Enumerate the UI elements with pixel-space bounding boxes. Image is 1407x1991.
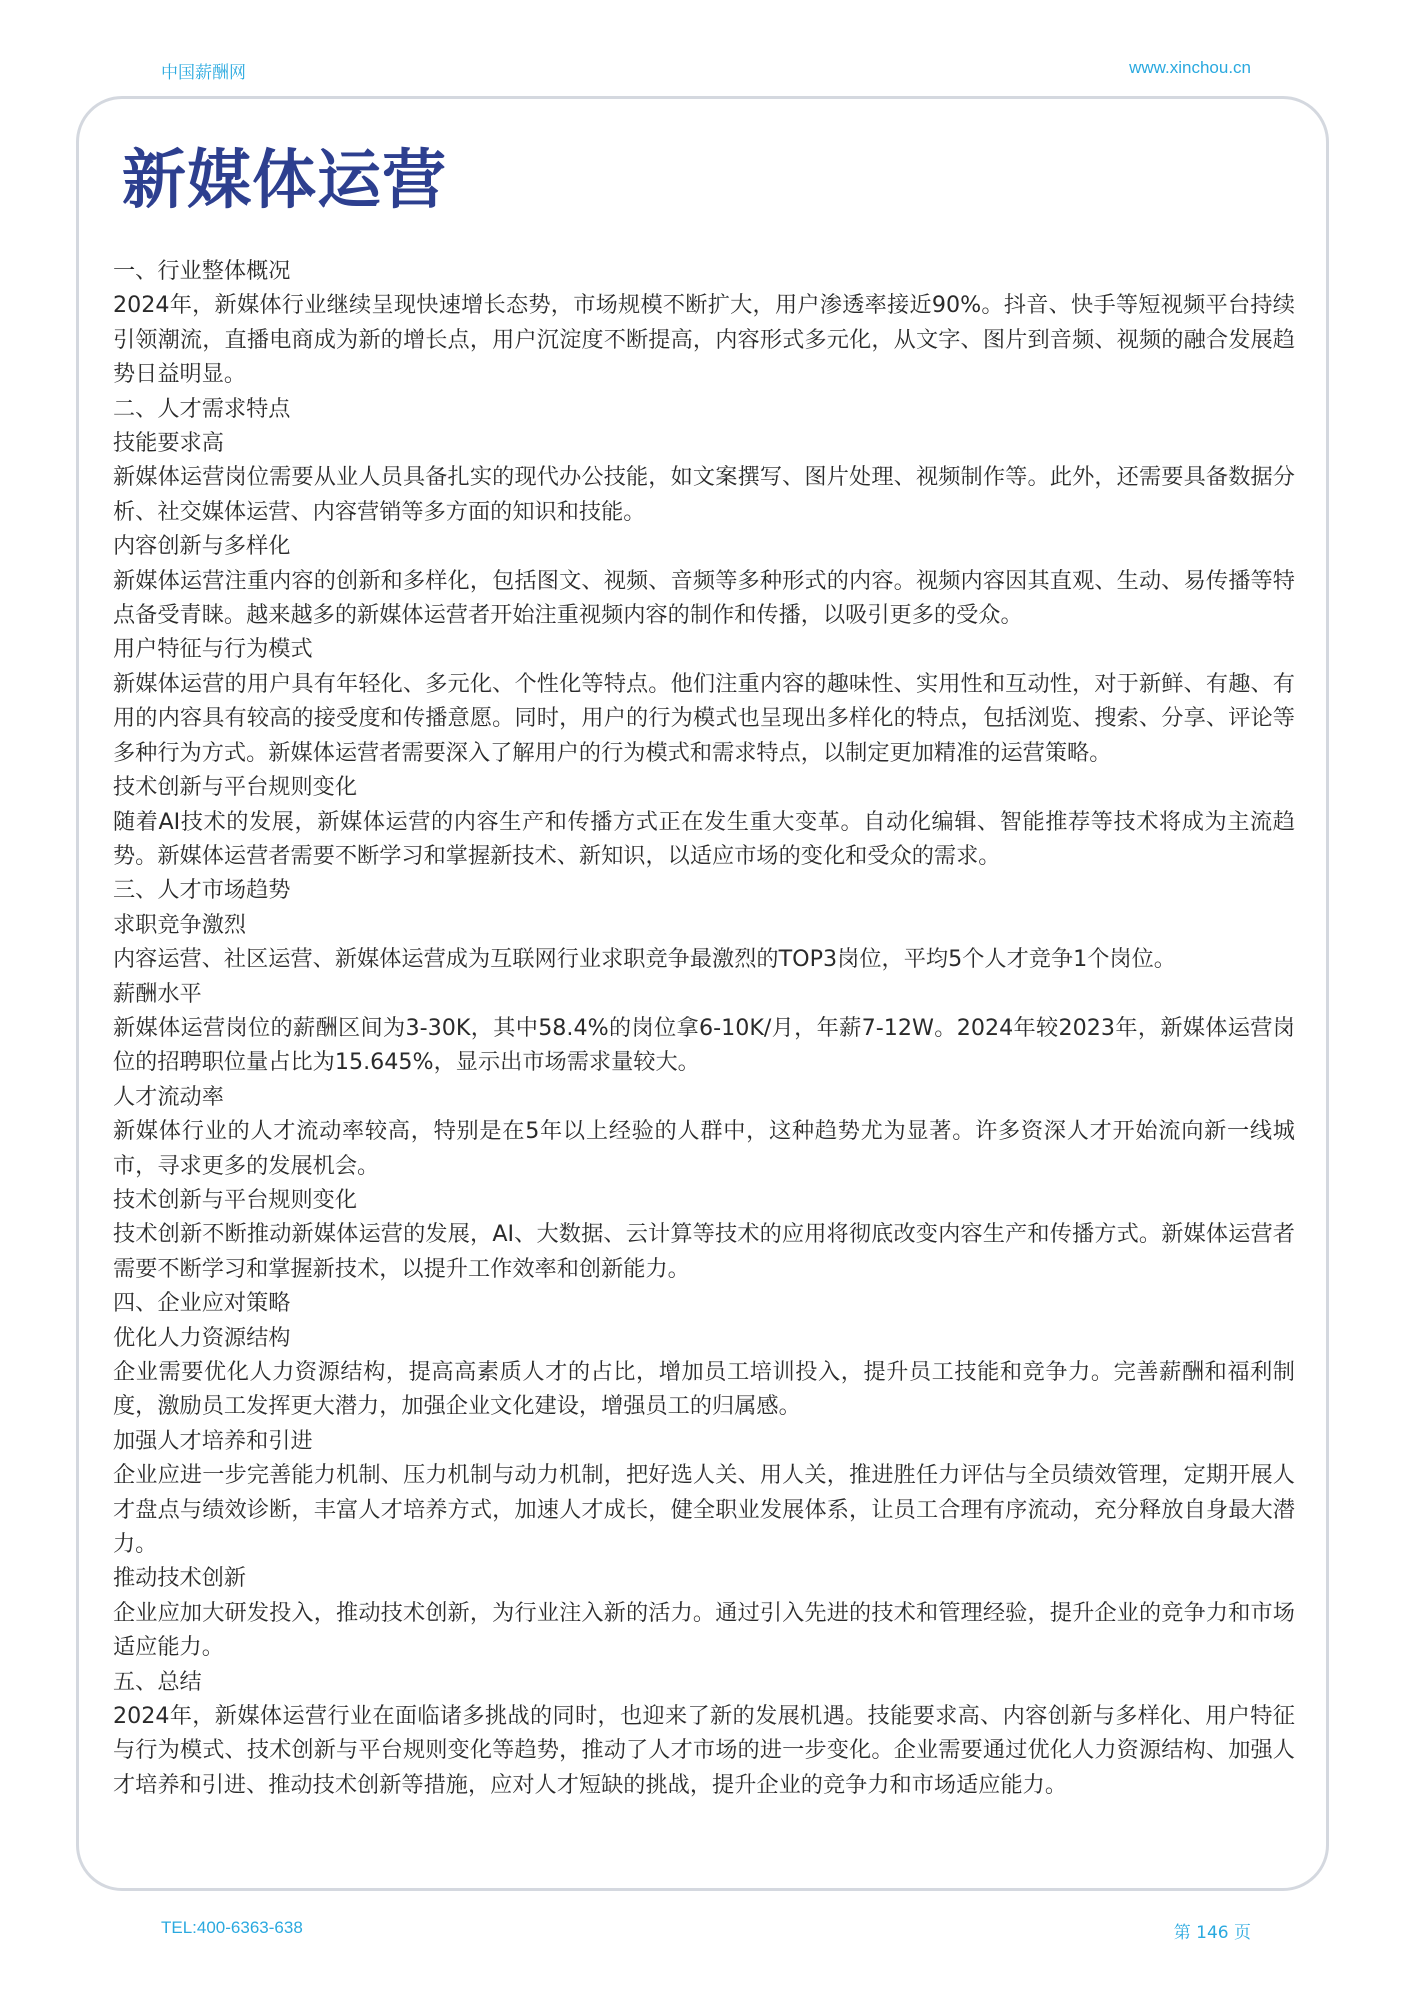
paragraph: 技术创新不断推动新媒体运营的发展，AI、大数据、云计算等技术的应用将彻底改变内容生产和传播方式。新媒体运营者需要不断学习和掌握新技术，以提升工作效率和创新能力。 — [113, 1221, 1295, 1282]
subheading: 推动技术创新 — [113, 1565, 247, 1592]
subheading: 技术创新与平台规则变化 — [113, 1186, 358, 1213]
subheading: 优化人力资源结构 — [113, 1324, 291, 1351]
subheading: 加强人才培养和引进 — [113, 1427, 313, 1454]
section-heading: 一、行业整体概况 — [113, 258, 291, 284]
paragraph: 企业需要优化人力资源结构，提高高素质人才的占比，增加员工培训投入，提升员工技能和竞争力。完善薪酬和福利制度，激励员工发挥更大潜力，加强企业文化建设，增强员工的归属感。 — [113, 1359, 1295, 1420]
content-frame — [76, 96, 1329, 1891]
page-title: 新媒体运营 — [122, 144, 447, 218]
page-number: 第 146 页 — [1173, 1923, 1251, 1943]
subheading: 用户特征与行为模式 — [113, 636, 313, 663]
paragraph: 新媒体运营注重内容的创新和多样化，包括图文、视频、音频等多种形式的内容。视频内容因其直观、生动、易传播等特点备受青睐。越来越多的新媒体运营者开始注重视频内容的制作和传播，以吸引更多的受众。 — [113, 567, 1295, 629]
section-heading: 四、企业应对策略 — [113, 1290, 291, 1317]
subheading: 求职竞争激烈 — [113, 911, 247, 938]
subheading: 技术创新与平台规则变化 — [113, 774, 358, 801]
paragraph: 新媒体运营岗位的薪酬区间为3-30K，其中58.4%的岗位拿6-10K/月，年薪7-12W。2024年较2023年，新媒体运营岗位的招聘职位量占比为15.645%，显示出市场需求量较大。 — [113, 1014, 1295, 1076]
paragraph: 2024年，新媒体行业继续呈现快速增长态势，市场规模不断扩大，用户渗透率接近90%。抖音、快手等短视频平台持续引领潮流，直播电商成为新的增长点，用户沉淀度不断提高，内容形式多元化，从文字、图片到音频、视频的融合发展趋势日益明显。 — [113, 292, 1295, 388]
paragraph: 2024年，新媒体运营行业在面临诸多挑战的同时，也迎来了新的发展机遇。技能要求高、内容创新与多样化、用户特征与行为模式、技术创新与平台规则变化等趋势，推动了人才市场的进一步变化。企业需要通过优化人力资源结构、加强人才培养和引进、推动技术创新等措施，应对人才短缺的挑战，提升企业的竞争力和市场适应能力。 — [113, 1703, 1295, 1798]
section-heading: 二、人才需求特点 — [113, 395, 291, 422]
section-heading: 三、人才市场趋势 — [113, 877, 291, 904]
paragraph: 新媒体运营岗位需要从业人员具备扎实的现代办公技能，如文案撰写、图片处理、视频制作等。此外，还需要具备数据分析、社交媒体运营、内容营销等多方面的知识和技能。 — [113, 464, 1295, 525]
paragraph: 企业应加大研发投入，推动技术创新，为行业注入新的活力。通过引入先进的技术和管理经验，提升企业的竞争力和市场适应能力。 — [113, 1599, 1295, 1661]
subheading: 内容创新与多样化 — [113, 533, 291, 560]
paragraph: 企业应进一步完善能力机制、压力机制与动力机制，把好选人关、用人关，推进胜任力评估与全员绩效管理，定期开展人才盘点与绩效诊断，丰富人才培养方式，加速人才成长，健全职业发展体系，让员工合理有序流动，充分释放自身最大潜力。 — [113, 1462, 1295, 1558]
footer-tel: TEL:400-6363-638 — [161, 1918, 303, 1937]
paragraph: 新媒体行业的人才流动率较高，特别是在5年以上经验的人群中，这种趋势尤为显著。许多资深人才开始流向新一线城市，寻求更多的发展机会。 — [113, 1118, 1295, 1179]
article-body — [113, 254, 1295, 1834]
subheading: 薪酬水平 — [113, 980, 202, 1007]
site-url-link[interactable]: www.xinchou.cn — [1129, 58, 1251, 77]
subheading: 技能要求高 — [113, 430, 224, 457]
paragraph: 内容运营、社区运营、新媒体运营成为互联网行业求职竞争最激烈的TOP3岗位，平均5个人才竞争1个岗位。 — [113, 946, 1176, 973]
section-heading: 五、总结 — [113, 1668, 202, 1695]
paragraph: 新媒体运营的用户具有年轻化、多元化、个性化等特点。他们注重内容的趣味性、实用性和互动性，对于新鲜、有趣、有用的内容具有较高的接受度和传播意愿。同时，用户的行为模式也呈现出多样化的特点，包括浏览、搜索、分享、评论等多种行为方式。新媒体运营者需要深入了解用户的行为模式和需求特点，以制定更加精准的运营策略。 — [113, 670, 1295, 766]
site-name: 中国薪酬网 — [161, 63, 246, 83]
paragraph: 随着AI技术的发展，新媒体运营的内容生产和传播方式正在发生重大变革。自动化编辑、智能推荐等技术将成为主流趋势。新媒体运营者需要不断学习和掌握新技术、新知识，以适应市场的变化和受众的需求。 — [113, 808, 1295, 869]
subheading: 人才流动率 — [113, 1083, 224, 1110]
